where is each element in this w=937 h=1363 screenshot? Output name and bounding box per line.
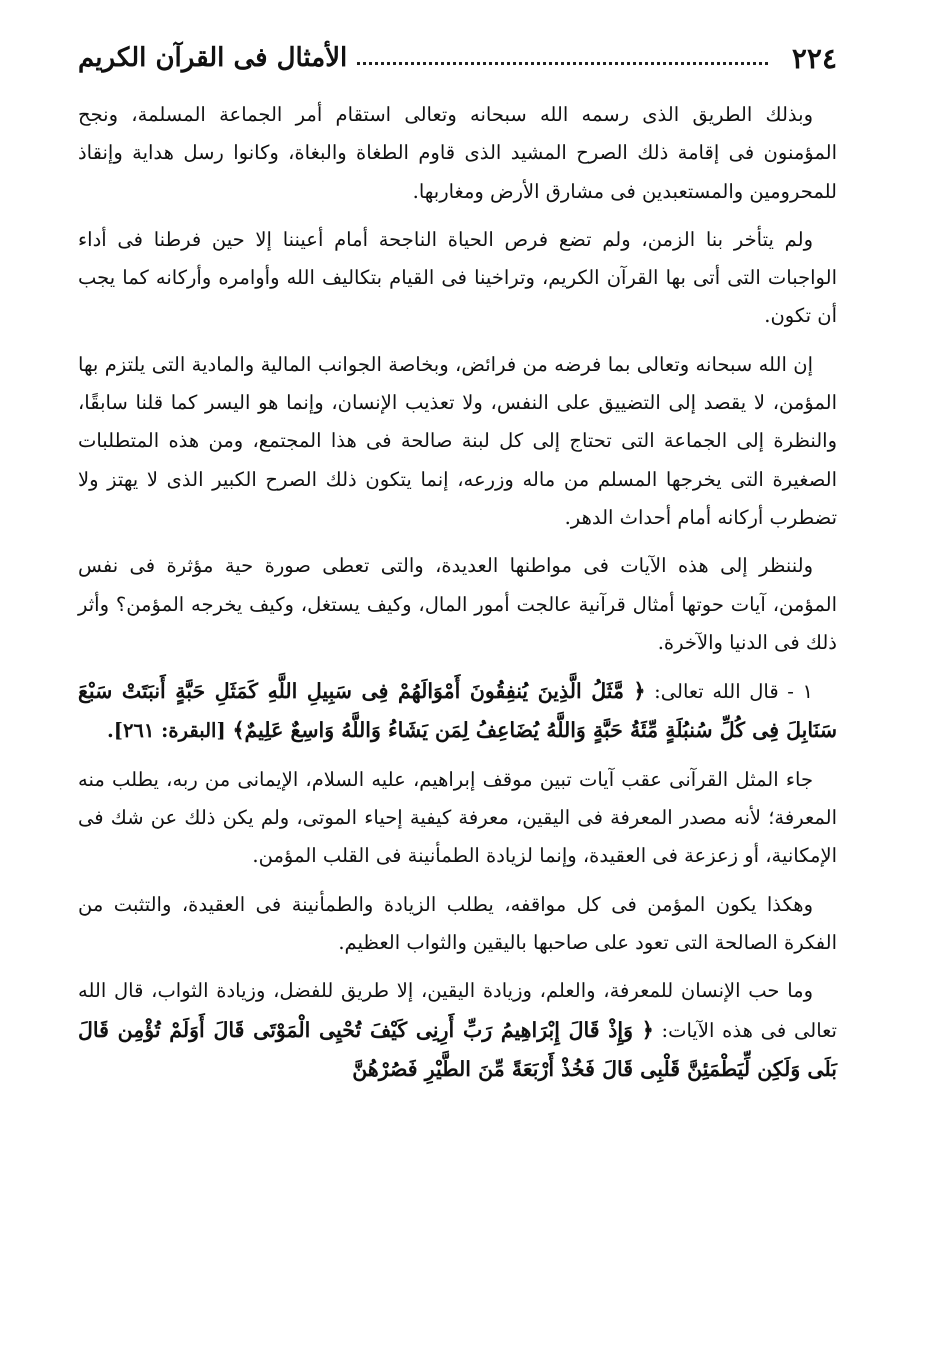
quran-verse: ﴿ وَإِذْ قَالَ إِبْرَاهِيمُ رَبِّ أَرِنِى كَيْفَ تُحْيِى الْمَوْتَى قَالَ أَوَلَمْ تُؤْمِن قَالَ بَلَى وَلَكِن لِّيَطْمَئِنَّ قَلْبِى قَالَ فَخُذْ أَرْبَعَةً مِّنَ الطَّيْرِ فَصُرْهُنَّ xyxy=(78,1017,837,1081)
verse-reference: [البقرة: ٢٦١]. xyxy=(106,719,233,743)
numbered-item-1 xyxy=(78,672,837,751)
quran-verse: ﴿ مَّثَلُ الَّذِينَ يُنفِقُونَ أَمْوَالَهُمْ فِى سَبِيلِ اللَّهِ كَمَثَلِ حَبَّةٍ أَنبَتَتْ سَبْعَ سَنَابِلَ فِى كُلِّ سُنبُلَةٍ مِّئَةُ حَبَّةٍ وَاللَّهُ يُضَاعِفُ لِمَن يَشَاءُ وَاللَّهُ وَاسِعٌ عَلِيمٌ﴾ xyxy=(78,679,837,743)
page-header xyxy=(78,38,837,78)
paragraph: وهكذا يكون المؤمن فى كل مواقفه، يطلب الزيادة والطمأنينة فى العقيدة، والتثبت من الفكرة الصالحة التى تعود على صاحبها باليقين والثواب العظيم. xyxy=(78,892,837,954)
page-body xyxy=(78,96,837,1099)
paragraph-with-verse xyxy=(78,972,837,1089)
running-title: الأمثال فى القرآن الكريم xyxy=(78,43,348,73)
paragraph: وبذلك الطريق الذى رسمه الله سبحانه وتعالى استقام أمر الجماعة المسلمة، ونجح المؤمنون فى إقامة ذلك الصرح المشيد الذى قاوم الطغاة والبغاة، وكانوا رسل هداية وإنقاذ للمحرومين والمستعبدين فى مشارق الأرض ومغاربها. xyxy=(78,103,837,203)
paragraph: إن الله سبحانه وتعالى بما فرضه من فرائض، وبخاصة الجوانب المالية والمادية التى يلتزم بها المؤمن، لا يقصد إلى التضييق على النفس، ولا تعذيب الإنسان، وإنما هو اليسر كما قلنا سابقًا، والنظرة إلى الجماعة التى تحتاج إلى كل لبنة صالحة فى هذا المجتمع، ومن هذه المتطلبات الصغيرة التى يخرجها المسلم من ماله وزرعه، إنما يتكون ذلك الصرح الكبير الذى لا يهتز ولا تضطرب أركانه أمام أحداث الدهر. xyxy=(78,352,837,529)
item-lead-text: ١ - قال الله تعالى: xyxy=(645,680,813,704)
header-dotted-leader xyxy=(357,62,768,65)
paragraph-lead-text: وما حب الإنسان للمعرفة، والعلم، وزيادة اليقين، إلا طريق للفضل، وزيادة الثواب، قال الله تعالى فى هذه الآيات: xyxy=(78,979,837,1042)
page-number: ٢٢٤ xyxy=(791,41,837,75)
paragraph: جاء المثل القرآنى عقب آيات تبين موقف إبراهيم، عليه السلام، الإيمانى من ربه، يطلب منه المعرفة؛ لأنه مصدر المعرفة فى اليقين، معرفة كيفية إحياء الموتى، ولم يكن ذلك عن شك فى الإمكانية، أو زعزعة فى العقيدة، وإنما لزيادة الطمأنينة فى القلب المؤمن. xyxy=(78,767,837,868)
paragraph: ولم يتأخر بنا الزمن، ولم تضع فرص الحياة الناجحة أمام أعيننا إلا حين فرطنا فى أداء الواجبات التى أتى بها القرآن الكريم، وتراخينا فى القيام بتكاليف الله وأوامره وأركانه كما يجب أن تكون. xyxy=(78,227,837,328)
paragraph: ولننظر إلى هذه الآيات فى مواطنها العديدة، والتى تعطى صورة حية مؤثرة فى نفس المؤمن، آيات حوتها أمثال قرآنية عالجت أمور المال، وكيف يستغل، وكيف يخرجه المؤمن؟ وأثر ذلك فى الدنيا والآخرة. xyxy=(78,554,837,654)
